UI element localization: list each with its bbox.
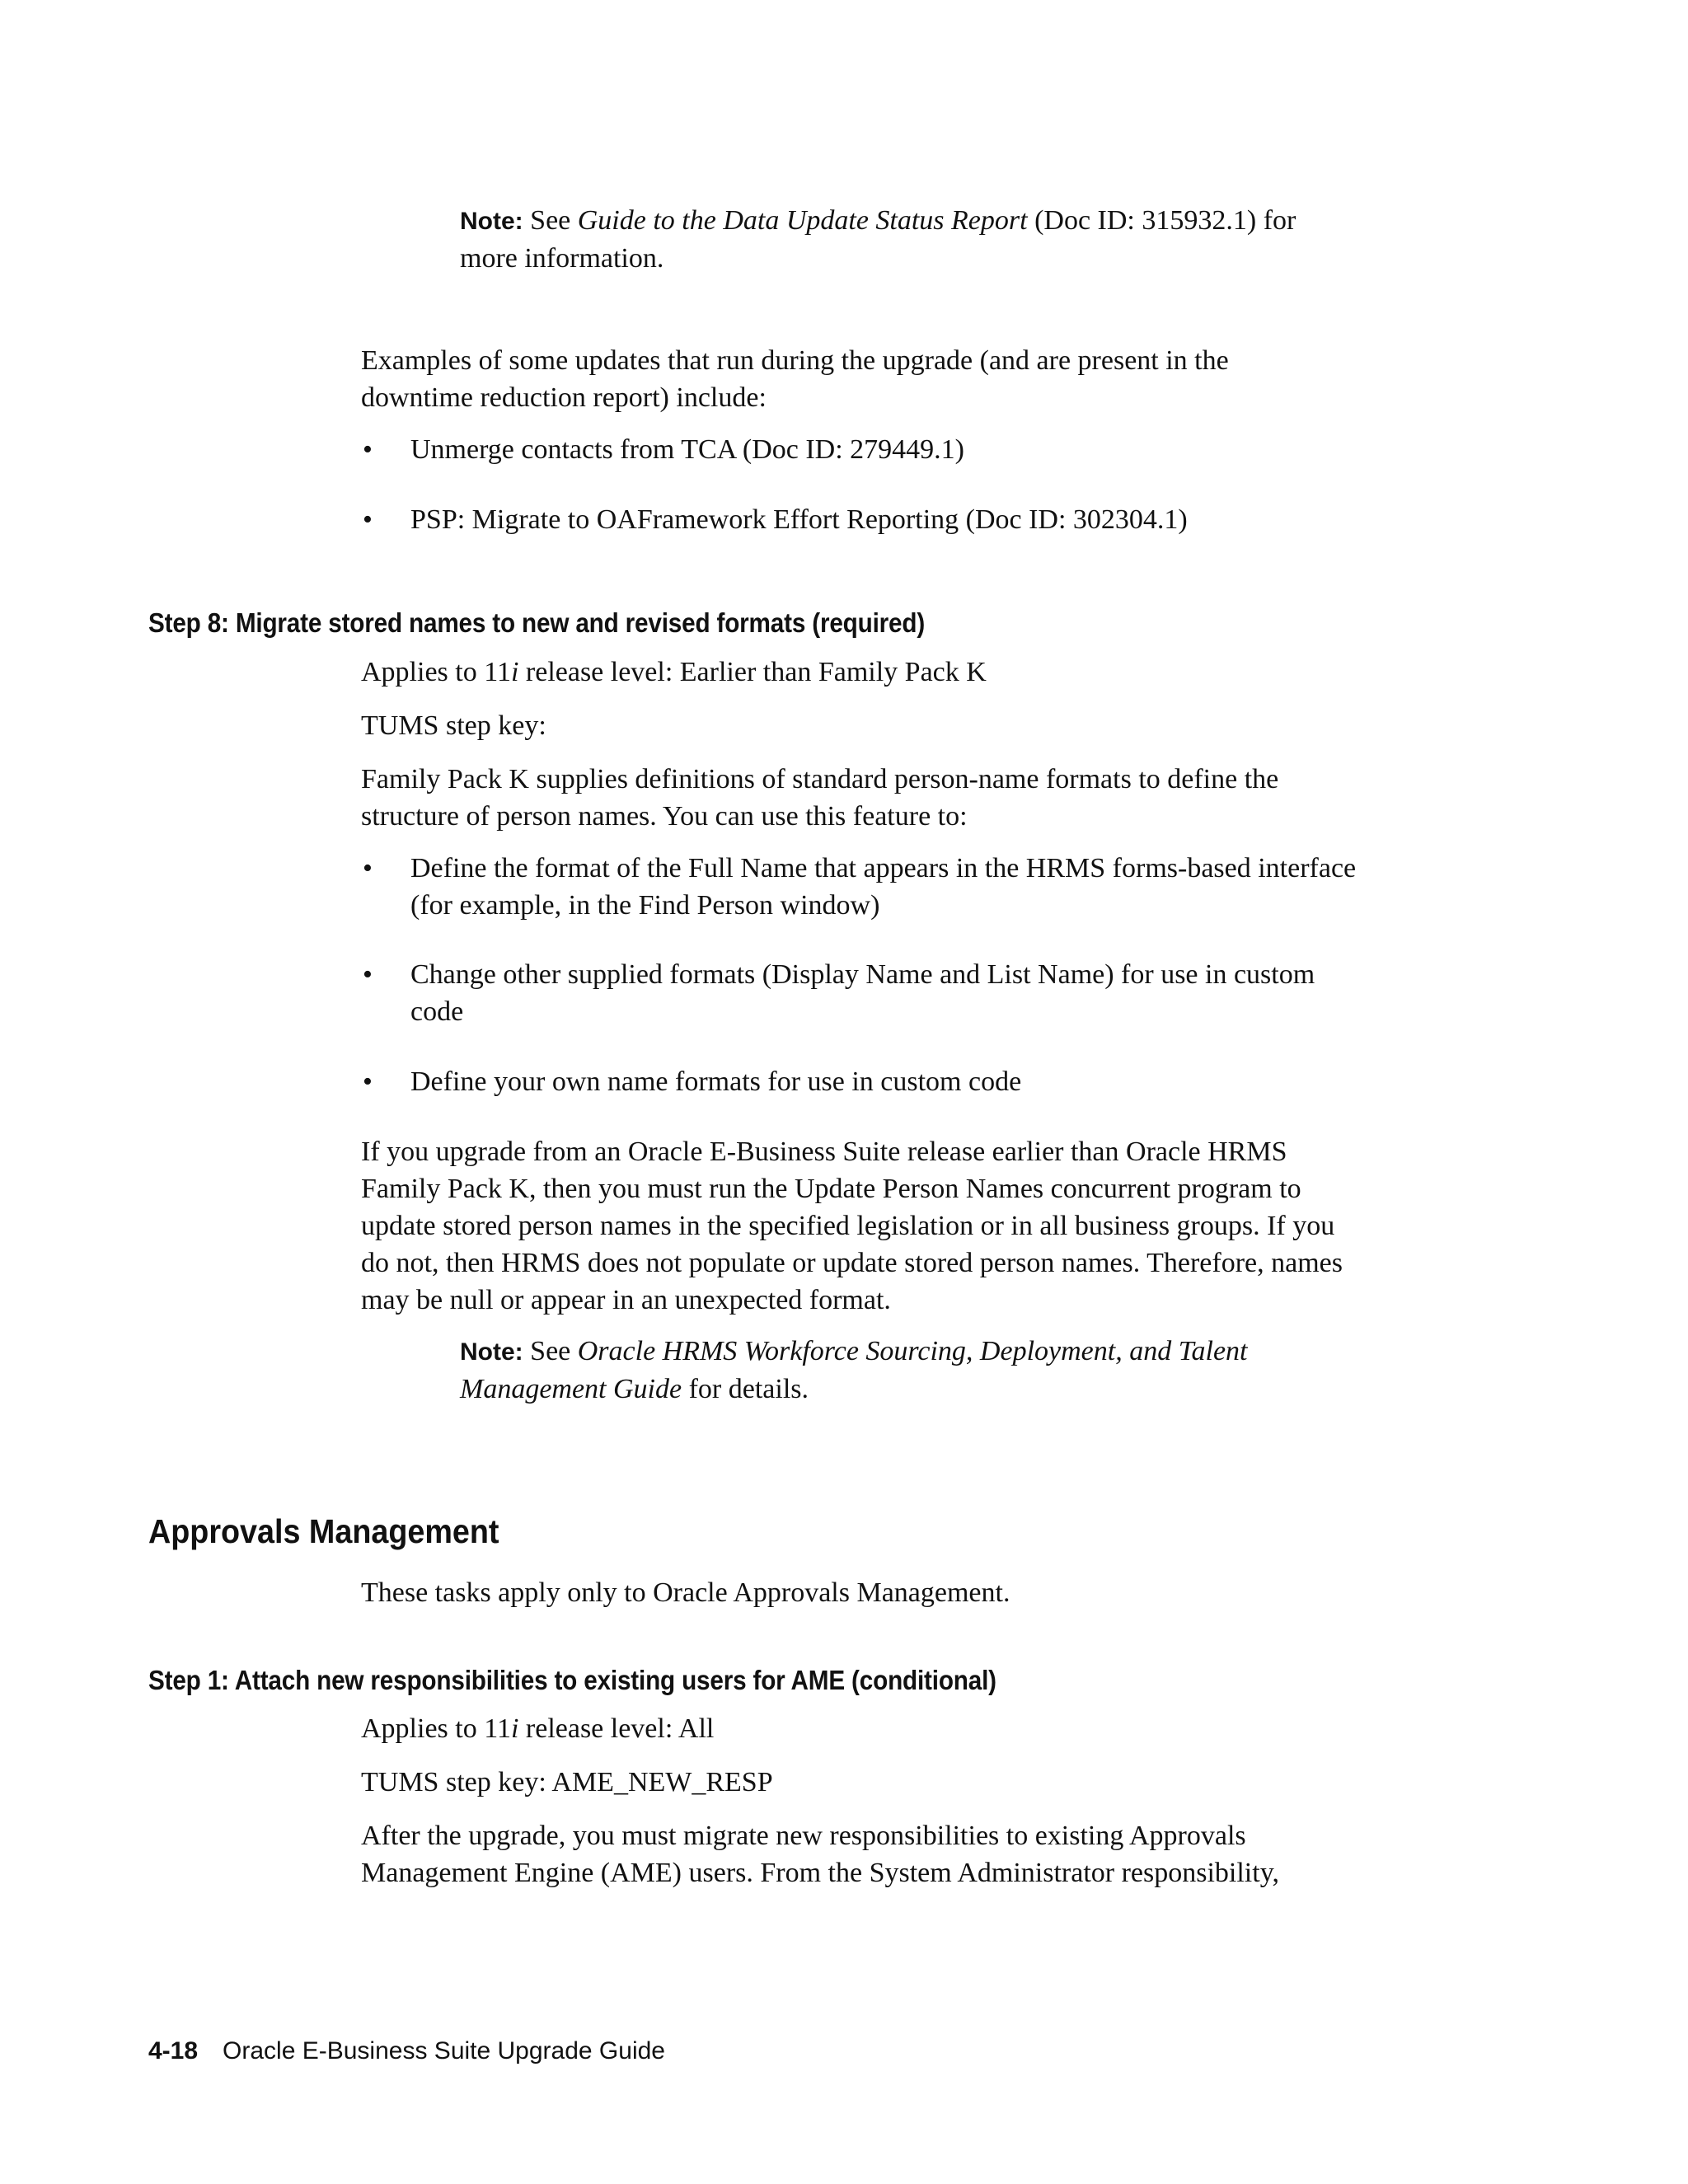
approvals-intro: These tasks apply only to Oracle Approvals Management. xyxy=(361,1577,1010,1608)
list-item: Unmerge contacts from TCA (Doc ID: 279449.1) xyxy=(410,434,964,465)
list-item: Define the format of the Full Name that appears in the HRMS forms-based interface (for example, in the Find Person window) xyxy=(410,853,1357,921)
note-hrms-guide: Note: See Oracle HRMS Workforce Sourcing, Deployment, and Talent Management Guide for details. xyxy=(460,1336,1248,1404)
list-item: Define your own name formats for use in custom code xyxy=(410,1066,1022,1097)
note-line-2: more information. xyxy=(460,243,664,274)
page-number: 4-18 xyxy=(148,2037,199,2064)
bullet-icon: • xyxy=(363,853,373,883)
step-1-applies: Applies to 11i release level: All xyxy=(361,1713,715,1744)
step-1-paragraph: After the upgrade, you must migrate new responsibilities to existing Approvals Management Engine (AME) users. From the System Administrator responsibility, xyxy=(361,1821,1279,1888)
note-label: Note: xyxy=(460,208,523,235)
approvals-management-heading: Approvals Management xyxy=(148,1512,499,1550)
list-item: PSP: Migrate to OAFramework Effort Reporting (Doc ID: 302304.1) xyxy=(410,504,1188,535)
note-data-update-status xyxy=(460,202,1367,277)
bullet-icon: • xyxy=(363,959,373,990)
step-8-tums-key: TUMS step key: xyxy=(361,710,546,741)
bullet-icon: • xyxy=(363,434,373,465)
bullet-icon: • xyxy=(363,504,373,535)
step-8-applies: Applies to 11i release level: Earlier than Family Pack K xyxy=(361,657,987,687)
bullet-icon: • xyxy=(363,1066,373,1097)
doc-title-link: Guide to the Data Update Status Report xyxy=(577,205,1028,236)
book-title: Oracle E-Business Suite Upgrade Guide xyxy=(223,2037,665,2064)
examples-intro: Examples of some updates that run during the upgrade (and are present in the downtime reduction report) include: xyxy=(361,345,1229,413)
note-label: Note: xyxy=(460,1338,523,1366)
step-1-heading: Step 1: Attach new responsibilities to existing users for AME (conditional) xyxy=(148,1665,996,1695)
page-footer xyxy=(148,2037,665,2065)
step-8-paragraph-1: Family Pack K supplies definitions of standard person-name formats to define the structure of person names. You can use this feature to: xyxy=(361,764,1279,832)
step-1-tums-key: TUMS step key: AME_NEW_RESP xyxy=(361,1767,773,1797)
step-8-heading: Step 8: Migrate stored names to new and revised formats (required) xyxy=(148,607,926,638)
note-line-1: Note: See Guide to the Data Update Status Report (Doc ID: 315932.1) for xyxy=(460,205,1296,236)
list-item: Change other supplied formats (Display Name and List Name) for use in custom code xyxy=(410,959,1315,1027)
step-8-paragraph-2: If you upgrade from an Oracle E-Business Suite release earlier than Oracle HRMS Family Pack K, then you must run the Update Person Names concurrent program to update stored person names in the specified legislation or in all business groups. If you do not, then HRMS does not populate or update stored person names. Therefore, names may be null or appear in an unexpected format. xyxy=(361,1137,1343,1315)
